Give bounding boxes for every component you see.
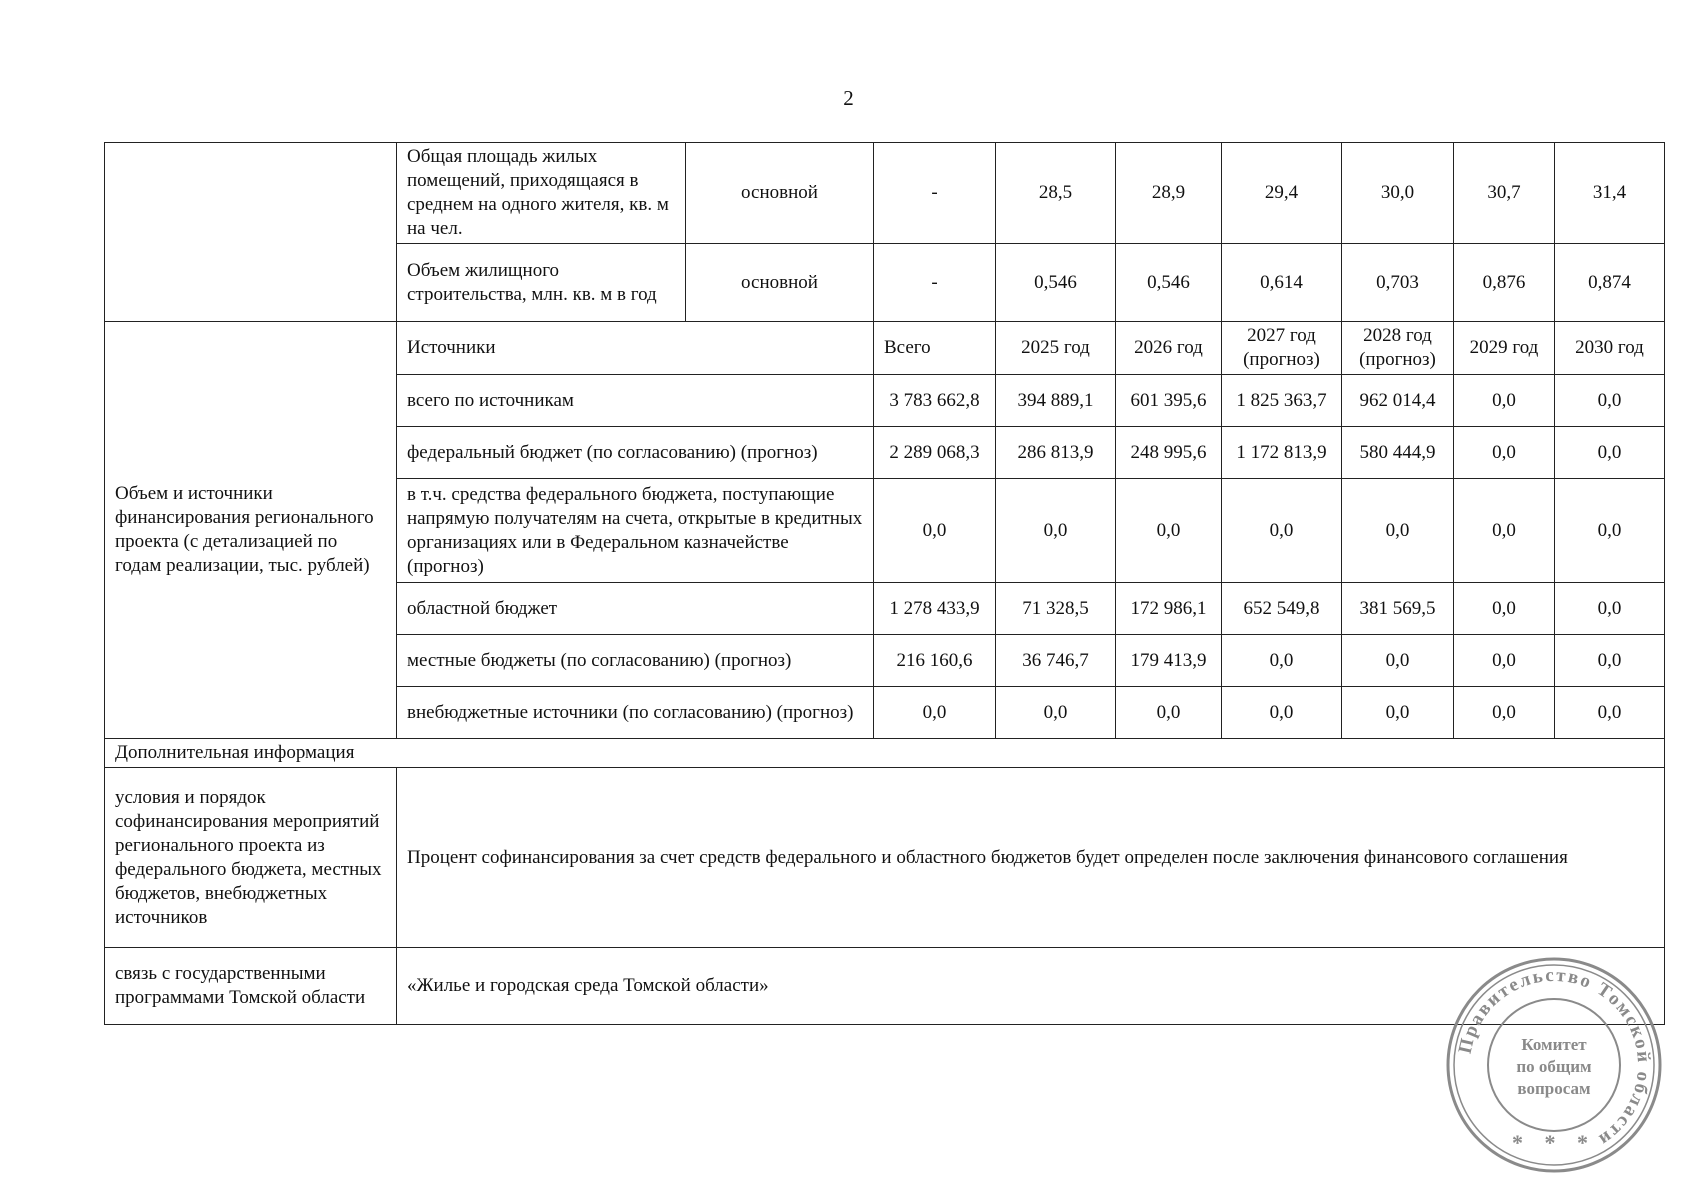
stamp-center-line: вопросам (1517, 1079, 1591, 1098)
indicator-value: 28,5 (996, 143, 1116, 244)
programs-text: «Жилье и городская среда Томской области» (397, 948, 1665, 1025)
source-value: 0,0 (1454, 635, 1555, 687)
stamp-center-line: Комитет (1521, 1035, 1587, 1054)
year-header: 2025 год (996, 322, 1116, 375)
source-value: 0,0 (1116, 687, 1222, 739)
source-value: 172 986,1 (1116, 583, 1222, 635)
source-total: 2 289 068,3 (874, 427, 996, 479)
source-value: 0,0 (1342, 635, 1454, 687)
source-value: 0,0 (1555, 375, 1665, 427)
indicator-value: 0,874 (1555, 244, 1665, 322)
source-total: 0,0 (874, 479, 996, 583)
indicator-total: - (874, 244, 996, 322)
source-name: федеральный бюджет (по согласованию) (прогноз) (397, 427, 874, 479)
indicator-total: - (874, 143, 996, 244)
source-value: 0,0 (1454, 375, 1555, 427)
source-value: 0,0 (1454, 583, 1555, 635)
source-name: местные бюджеты (по согласованию) (прогноз) (397, 635, 874, 687)
source-value: 71 328,5 (996, 583, 1116, 635)
source-name: внебюджетные источники (по согласованию) (прогноз) (397, 687, 874, 739)
source-value: 0,0 (996, 687, 1116, 739)
stamp-ring-text: Правительство Томской области (1454, 964, 1655, 1151)
indicator-value: 28,9 (1116, 143, 1222, 244)
empty-label-cell (105, 143, 397, 322)
source-value: 1 172 813,9 (1222, 427, 1342, 479)
source-value: 0,0 (1222, 479, 1342, 583)
programs-row (105, 948, 1665, 1025)
source-name: областной бюджет (397, 583, 874, 635)
indicator-value: 0,614 (1222, 244, 1342, 322)
source-value: 0,0 (1555, 687, 1665, 739)
source-total: 3 783 662,8 (874, 375, 996, 427)
cofinancing-text: Процент софинансирования за счет средств федерального и областного бюджетов будет определен после заключения финансового соглашения (397, 768, 1665, 948)
indicator-value: 0,876 (1454, 244, 1555, 322)
source-value: 179 413,9 (1116, 635, 1222, 687)
indicator-value: 30,0 (1342, 143, 1454, 244)
indicator-value: 0,703 (1342, 244, 1454, 322)
source-value: 0,0 (1222, 635, 1342, 687)
source-total: 1 278 433,9 (874, 583, 996, 635)
programs-label: связь с государственными программами Томской области (105, 948, 397, 1025)
year-header: 2027 год (прогноз) (1222, 322, 1342, 375)
source-value: 0,0 (1454, 687, 1555, 739)
indicator-value: 31,4 (1555, 143, 1665, 244)
source-value: 0,0 (1222, 687, 1342, 739)
indicator-value: 29,4 (1222, 143, 1342, 244)
source-value: 0,0 (1342, 687, 1454, 739)
source-value: 0,0 (1116, 479, 1222, 583)
year-header: 2026 год (1116, 322, 1222, 375)
indicator-value: 0,546 (1116, 244, 1222, 322)
source-value: 248 995,6 (1116, 427, 1222, 479)
source-total: 0,0 (874, 687, 996, 739)
source-value: 652 549,8 (1222, 583, 1342, 635)
source-value: 0,0 (996, 479, 1116, 583)
source-value: 0,0 (1555, 427, 1665, 479)
year-header: 2029 год (1454, 322, 1555, 375)
sources-header: Источники (397, 322, 874, 375)
source-name: всего по источникам (397, 375, 874, 427)
indicator-value: 0,546 (996, 244, 1116, 322)
source-total: 216 160,6 (874, 635, 996, 687)
year-header: 2028 год (прогноз) (1342, 322, 1454, 375)
total-header: Всего (874, 322, 996, 375)
source-value: 0,0 (1555, 479, 1665, 583)
source-value: 0,0 (1555, 635, 1665, 687)
official-stamp (1444, 955, 1664, 1175)
source-value: 36 746,7 (996, 635, 1116, 687)
source-value: 962 014,4 (1342, 375, 1454, 427)
indicator-row (105, 143, 1665, 244)
source-value: 286 813,9 (996, 427, 1116, 479)
indicator-value: 30,7 (1454, 143, 1555, 244)
source-value: 1 825 363,7 (1222, 375, 1342, 427)
financing-header-row (105, 322, 1665, 375)
source-value: 0,0 (1555, 583, 1665, 635)
indicator-type: основной (686, 143, 874, 244)
page-number: 2 (843, 86, 854, 110)
cofinancing-row (105, 768, 1665, 948)
source-value: 0,0 (1342, 479, 1454, 583)
source-value: 580 444,9 (1342, 427, 1454, 479)
additional-heading: Дополнительная информация (105, 739, 1665, 768)
source-value: 0,0 (1454, 427, 1555, 479)
project-table (104, 142, 1665, 1025)
year-header: 2030 год (1555, 322, 1665, 375)
source-value: 394 889,1 (996, 375, 1116, 427)
source-value: 0,0 (1454, 479, 1555, 583)
source-value: 601 395,6 (1116, 375, 1222, 427)
source-name: в т.ч. средства федерального бюджета, поступающие напрямую получателям на счета, открытые в кредитных организациях или в Федеральном казначействе (прогноз) (397, 479, 874, 583)
financing-label: Объем и источники финансирования регионального проекта (с детализацией по годам реализации, тыс. рублей) (105, 322, 397, 739)
additional-heading-row (105, 739, 1665, 768)
indicator-type: основной (686, 244, 874, 322)
source-value: 381 569,5 (1342, 583, 1454, 635)
cofinancing-label: условия и порядок софинансирования мероприятий регионального проекта из федерального бюджета, местных бюджетов, внебюджетных источников (105, 768, 397, 948)
stamp-stars: * * * (1512, 1130, 1596, 1155)
indicator-name: Объем жилищного строительства, млн. кв. м в год (397, 244, 686, 322)
indicator-name: Общая площадь жилых помещений, приходящаяся в среднем на одного жителя, кв. м на чел. (397, 143, 686, 244)
stamp-center-line: по общим (1516, 1057, 1592, 1076)
